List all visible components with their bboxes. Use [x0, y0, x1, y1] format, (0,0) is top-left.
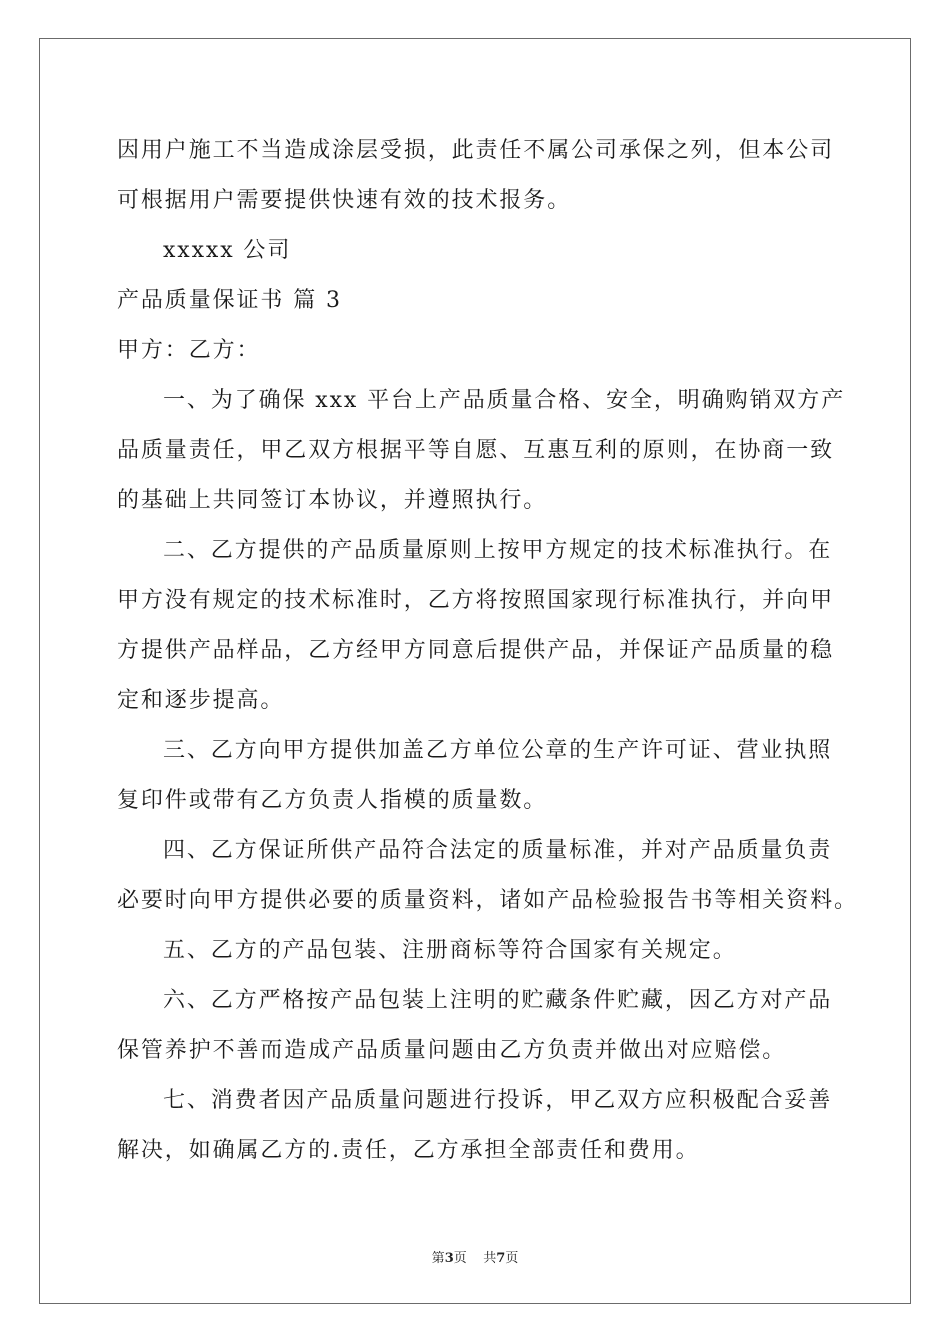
parties-line: 甲方：乙方：	[117, 338, 261, 363]
total-pages-number: 7	[496, 1251, 506, 1266]
page-suffix: 页	[505, 1251, 519, 1266]
paragraph-line: 因用户施工不当造成涂层受损，此责任不属公司承保之列，但本公司	[117, 138, 835, 163]
clause-7-line: 解决，如确属乙方的.责任，乙方承担全部责任和费用。	[117, 1138, 700, 1163]
page-number-footer	[0, 1247, 950, 1266]
page-mid-text: 页 共	[453, 1251, 497, 1266]
clause-1-line: 的基础上共同签订本协议，并遵照执行。	[117, 488, 548, 513]
clause-2-line: 二、乙方提供的产品质量原则上按甲方规定的技术标准执行。在	[163, 538, 833, 563]
clause-2-line: 甲方没有规定的技术标准时，乙方将按照国家现行标准执行，并向甲	[117, 588, 835, 613]
clause-6-line: 保管养护不善而造成产品质量问题由乙方负责并做出对应赔偿。	[117, 1038, 787, 1063]
page-prefix: 第	[431, 1251, 445, 1266]
clause-1-line: 品质量责任，甲乙双方根据平等自愿、互惠互利的原则，在协商一致	[117, 438, 835, 463]
clause-2-line: 方提供产品样品，乙方经甲方同意后提供产品，并保证产品质量的稳	[117, 638, 835, 663]
clause-4-line: 四、乙方保证所供产品符合法定的质量标准，并对产品质量负责	[163, 838, 833, 863]
clause-1-line: 一、为了确保 xxx 平台上产品质量合格、安全，明确购销双方产	[163, 388, 846, 413]
clause-4-line: 必要时向甲方提供必要的质量资料，诸如产品检验报告书等相关资料。	[117, 888, 858, 913]
company-signature: xxxxx 公司	[163, 238, 292, 263]
clause-6-line: 六、乙方严格按产品包装上注明的贮藏条件贮藏，因乙方对产品	[163, 988, 833, 1013]
current-page-number: 3	[444, 1251, 454, 1266]
clause-3-line: 三、乙方向甲方提供加盖乙方单位公章的生产许可证、营业执照	[163, 738, 833, 763]
section-title: 产品质量保证书 篇 3	[117, 288, 342, 313]
document-body	[117, 126, 858, 1176]
clause-7-line: 七、消费者因产品质量问题进行投诉，甲乙双方应积极配合妥善	[163, 1088, 833, 1113]
clause-3-line: 复印件或带有乙方负责人指模的质量数。	[117, 788, 548, 813]
clause-5-line: 五、乙方的产品包装、注册商标等符合国家有关规定。	[163, 938, 737, 963]
paragraph-line: 可根据用户需要提供快速有效的技术报务。	[117, 188, 572, 213]
clause-2-line: 定和逐步提高。	[117, 688, 285, 713]
